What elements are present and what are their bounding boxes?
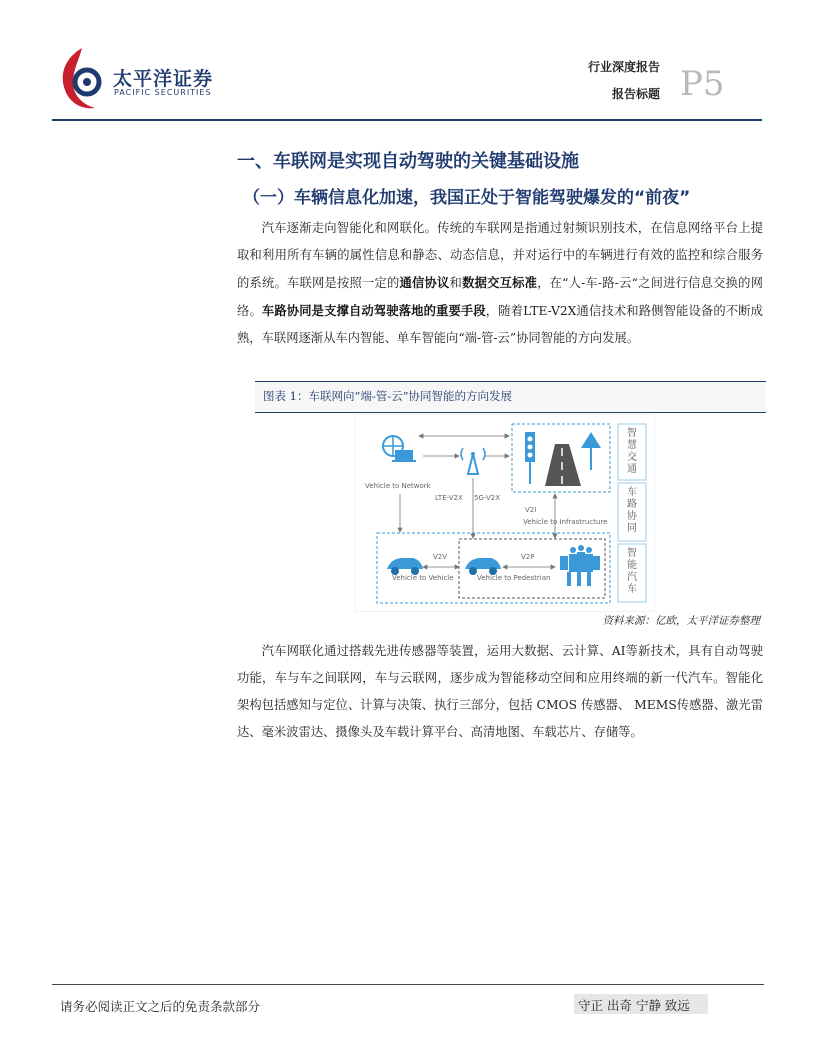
- figure-caption: 图表 1：车联网向“端-管-云”协同智能的方向发展: [263, 389, 512, 403]
- side-label-smart-traffic: 智慧交通: [627, 428, 637, 475]
- para1-bold-2: 数据交互标准: [462, 275, 538, 290]
- footer-disclaimer: 请务必阅读正文之后的免责条款部分: [60, 999, 261, 1014]
- label-lte-v2x: LTE-V2X: [435, 494, 463, 502]
- figure-caption-bar: [255, 381, 766, 413]
- label-vehicle-to-vehicle: Vehicle to Vehicle: [392, 574, 454, 582]
- logo-emblem-icon: [55, 44, 109, 114]
- para1-bold-1: 通信协议: [399, 275, 450, 290]
- footer-motto: 守正 出奇 宁静 致远: [574, 994, 708, 1014]
- report-type: 行业深度报告: [587, 60, 660, 74]
- body-paragraph-2: 汽车网联化通过搭载先进传感器等装置，运用大数据、云计算、AI等新技术，具有自动驾驶功能，车与车之间联网，车与云联网，逐步成为智能移动空间和应用终端的新一代汽车。智能化架构包括感知与定位、计算与决策、执行三部分，包括 CMOS 传感器、 MEMS传感器、激光雷达、毫米波雷达、摄像头及车载计算平台、高清地图、车载芯片、存储等。: [237, 644, 763, 739]
- page-number: P5: [680, 64, 725, 104]
- label-v2p: V2P: [521, 553, 535, 561]
- para1-text-1: 汽车逐渐走向智能化和网联化。传统的车联网是指通过射频识别技术，在信息网络平台上提取和利用所有车辆的属性信息和静态、动态信息，并对运行中的车辆进行有效的监控和综合服务的系统。车联网是按照一定的: [237, 221, 763, 290]
- para1-text-4: ，随着LTE-V2X通信技术和路侧智能设备的不断成熟，车联网逐渐从车内智能、单车智能向“端-管-云”协同智能的方向发展。: [237, 304, 763, 345]
- label-v2v: V2V: [433, 553, 448, 561]
- label-5g-v2x: 5G-V2X: [474, 494, 501, 502]
- side-label-smart-car: 智能汽车: [627, 548, 637, 595]
- footer-divider: [52, 984, 764, 985]
- subsection-heading: （一）车辆信息化加速，我国正处于智能驾驶爆发的“前夜”: [243, 188, 691, 208]
- label-vehicle-to-pedestrian: Vehicle to Pedestrian: [477, 574, 551, 582]
- label-vehicle-to-network: Vehicle to Network: [365, 482, 431, 490]
- section-heading: 一、车联网是实现自动驾驶的关键基础设施: [237, 151, 579, 172]
- company-logo: [55, 44, 225, 114]
- logo-cn-text: 太平洋证券: [113, 68, 214, 90]
- logo-en-text: PACIFIC SECURITIES: [114, 88, 212, 97]
- para1-text-3: ，在“人-车-路-云“之间进行信息交换的网络。: [237, 276, 763, 318]
- figure-source: 资料来源：亿欧，太平洋证券整理: [602, 615, 760, 627]
- header-divider: [52, 119, 762, 121]
- side-label-vehicle-road: 车路协同: [627, 487, 637, 534]
- label-v2i: V2I: [525, 506, 537, 514]
- v2x-diagram: [355, 414, 655, 612]
- body-paragraph-1: [237, 215, 763, 352]
- label-vehicle-to-infrastructure: Vehicle to Infrastructure: [523, 518, 608, 526]
- para1-text-2: 和: [449, 276, 463, 290]
- report-title-label: 报告标题: [611, 87, 660, 101]
- para1-bold-3: 车路协同是支撑自动驾驶落地的重要手段: [261, 303, 486, 318]
